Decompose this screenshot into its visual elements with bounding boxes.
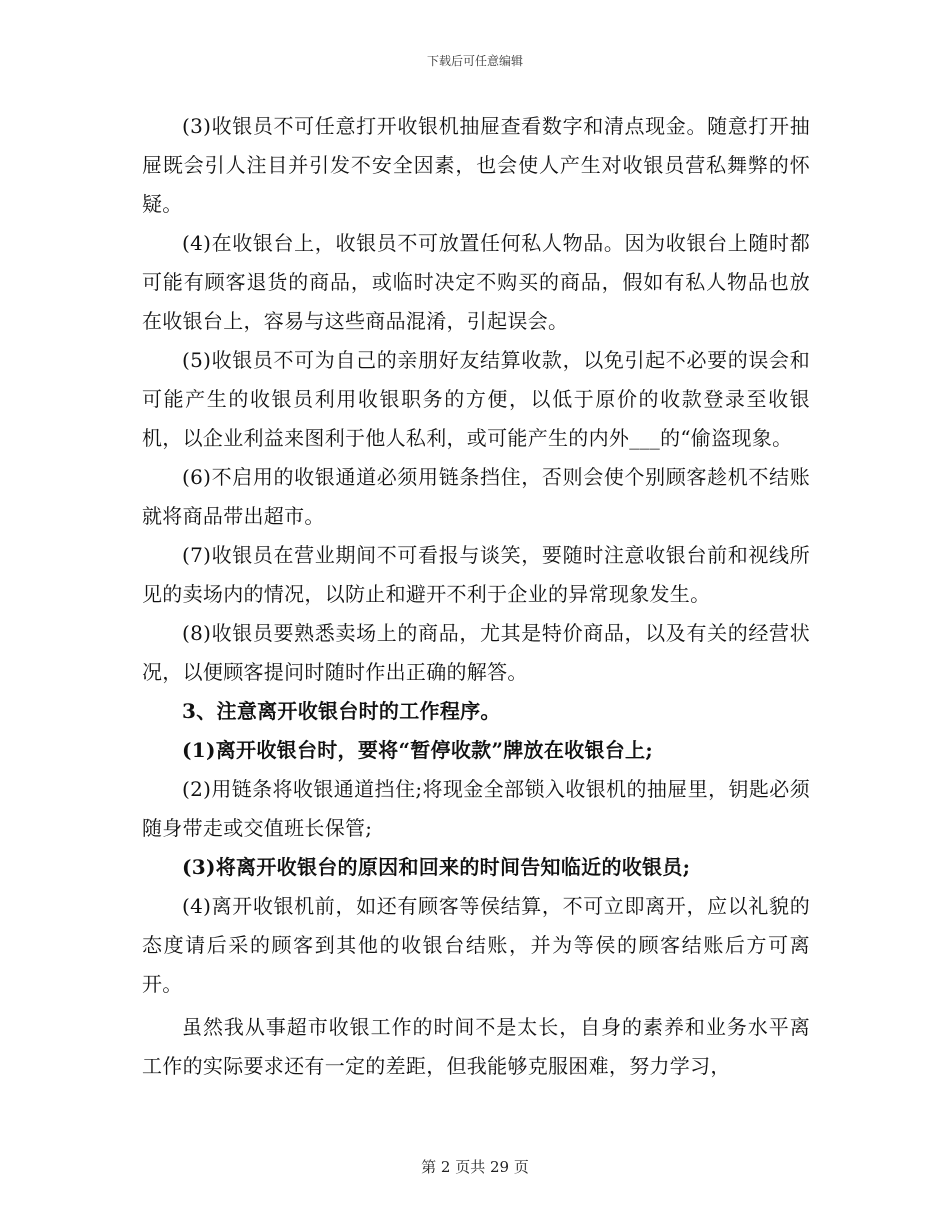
paragraph-item-4: (4)在收银台上，收银员不可放置任何私人物品。因为收银台上随时都可能有顾客退货的商品，或临时决定不购买的商品，假如有私人物品也放在收银台上，容易与这些商品混淆，引起误会。 bbox=[142, 231, 810, 333]
paragraph-item-8: (8)收银员要熟悉卖场上的商品，尤其是特价商品，以及有关的经营状况，以便顾客提问时随时作出正确的解答。 bbox=[142, 621, 810, 684]
paragraph-item-6: (6)不启用的收银通道必须用链条挡住，否则会使个别顾客趁机不结账就将商品带出超市。 bbox=[142, 465, 810, 528]
page-footer: 第 2 页共 29 页 bbox=[421, 1158, 529, 1176]
page-header: 下载后可任意编辑 bbox=[426, 54, 523, 68]
closing-paragraph: 虽然我从事超市收银工作的时间不是太长，自身的素养和业务水平离工作的实际要求还有一定的差距，但我能够克服困难，努力学习， bbox=[142, 1015, 810, 1078]
document-body bbox=[142, 107, 810, 1086]
procedure-step-3: (3)将离开收银台的原因和回来的时间告知临近的收银员; bbox=[182, 855, 691, 879]
paragraph-item-7: (7)收银员在营业期间不可看报与谈笑，要随时注意收银台前和视线所见的卖场内的情况，以防止和避开不利于企业的异常现象发生。 bbox=[142, 543, 810, 606]
procedure-step-1: (1)离开收银台时，要将“暂停收款”牌放在收银台上; bbox=[182, 738, 654, 762]
paragraph-item-3: (3)收银员不可任意打开收银机抽屉查看数字和清点现金。随意打开抽屉既会引人注目并引发不安全因素，也会使人产生对收银员营私舞弊的怀疑。 bbox=[142, 114, 810, 216]
procedure-step-4: (4)离开收银机前，如还有顾客等侯结算，不可立即离开，应以礼貌的态度请后采的顾客到其他的收银台结账，并为等侯的顾客结账后方可离开。 bbox=[142, 894, 810, 996]
procedure-step-2: (2)用链条将收银通道挡住;将现金全部锁入收银机的抽屉里，钥匙必须随身带走或交值班长保管; bbox=[142, 777, 810, 840]
paragraph-item-5: (5)收银员不可为自己的亲朋好友结算收款，以免引起不必要的误会和可能产生的收银员利用收银职务的方便，以低于原价的收款登录至收银机，以企业利益来图利于他人私利，或可能产生的内外___的“偷盗现象。 bbox=[142, 348, 810, 450]
section-heading: 3、注意离开收银台时的工作程序。 bbox=[182, 699, 501, 723]
